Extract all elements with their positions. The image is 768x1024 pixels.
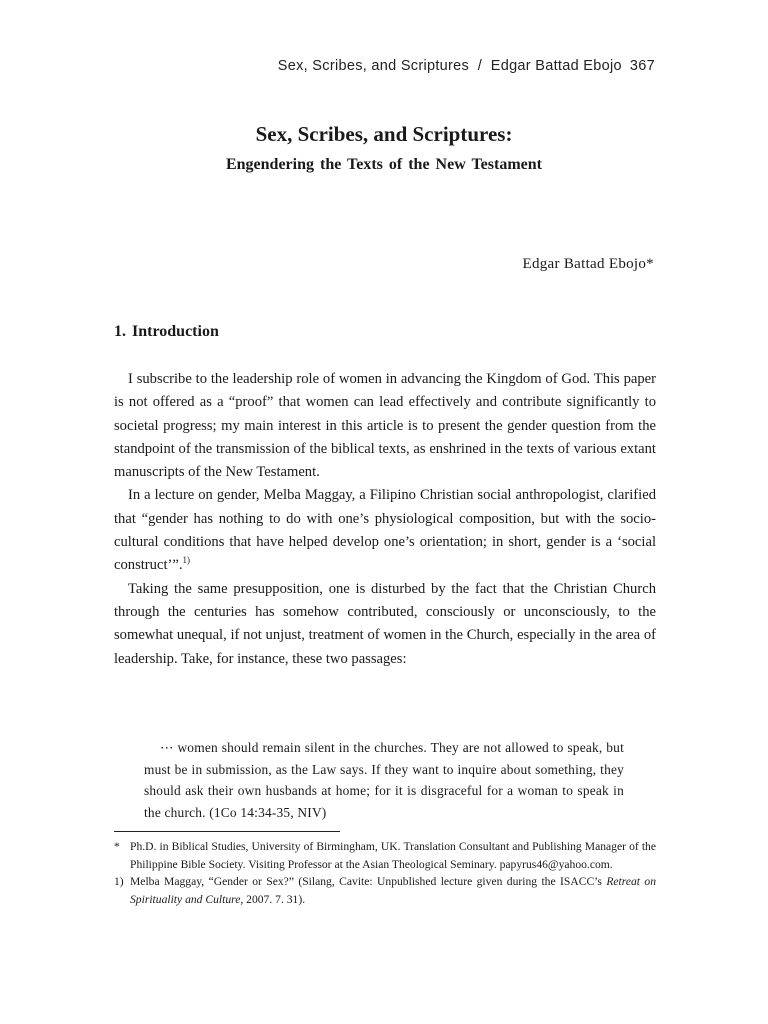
footnote-divider	[114, 831, 340, 832]
footnotes	[114, 838, 656, 908]
footnote-marker: 1)	[114, 875, 124, 889]
paragraph-1: I subscribe to the leadership role of women in advancing the Kingdom of God. This paper is not offered as a “proof” that women can lead effectively and contribute significantly to societal progress; my main interest in this article is to present the gender question from the standpoint of the transmission of the biblical texts, as enshrined in the texts of various extant manuscripts of the New Testament.	[114, 371, 656, 481]
paragraph-3: Taking the same presupposition, one is disturbed by the fact that the Christian Church through the centuries has somehow contributed, consciously or unconsciously, to the somewhat unequal, if not unjust, treatment of women in the Church, especially in the area of leadership. Take, for instance, these two passages:	[114, 580, 656, 667]
footnote-1-text-end: , 2007. 7. 31).	[240, 892, 306, 906]
footnote-1-text: Melba Maggay, “Gender or Sex?” (Silang, Cavite: Unpublished lecture given during the ISACC’s	[130, 875, 607, 889]
footnote-author-text: Ph.D. in Biblical Studies, University of Birmingham, UK. Translation Consultant and Publishing Manager of the Philippine Bible Society. Visiting Professor at the Asian Theological Seminary. papyrus46@yahoo.com.	[130, 840, 656, 871]
paragraph-2-text: In a lecture on gender, Melba Maggay, a Filipino Christian social anthropologist, clarified that “gender has nothing to do with one’s physiological composition, but with the socio-cultural conditions that have helped develop one’s orientation; in short, gender is a ‘social construct’”.	[114, 487, 656, 574]
footnote-1-italic-title: Retreat on Spirituality and Culture	[130, 875, 657, 906]
footnote-marker: *	[114, 840, 120, 853]
section-heading	[114, 323, 219, 341]
body-text	[114, 368, 656, 671]
running-head-text: Sex, Scribes, and Scriptures / Edgar Battad Ebojo	[277, 58, 622, 74]
author-name: Edgar Battad Ebojo*	[522, 256, 654, 272]
footnote-author	[114, 838, 656, 873]
paragraph-2	[114, 484, 656, 577]
footnote-ref-1[interactable]: 1)	[182, 555, 190, 566]
section-title: Introduction	[132, 323, 219, 340]
running-head	[278, 58, 655, 74]
page-number: 367	[629, 58, 655, 74]
block-quote: ⋯ women should remain silent in the churches. They are not allowed to speak, but must be in submission, as the Law says. If they want to inquire about something, they should ask their own husbands at home; for it is disgraceful for a woman to speak in the church. (1Co 14:34-35, NIV)	[144, 740, 624, 820]
section-number: 1.	[114, 323, 126, 340]
footnote-1	[114, 873, 656, 908]
article-subtitle: Engendering the Texts of the New Testament	[225, 156, 542, 173]
article-title: Sex, Scribes, and Scriptures:	[255, 122, 513, 146]
